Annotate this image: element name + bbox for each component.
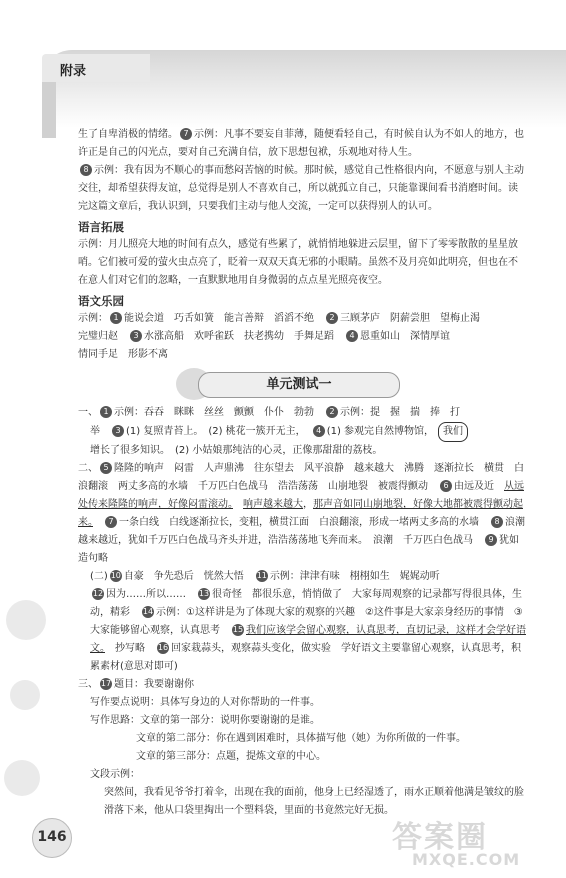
- answer-paragraph: 8 示例：我有因为不顺心的事而愁闷苦恼的时候。那时候，感觉自己性格很内向，不愿意与别人主动交往，却希望获得友谊，总觉得是别人不喜欢自己，所以就孤立自己，只能靠课间看书消磨时间。读完这篇文章后，我认识到，只要我们主动与他人交流，一定可以获得别人的认可。: [78, 165, 524, 212]
- answer-paragraph: 生了自卑消极的情绪。 7 示例：凡事不要妄自菲薄，随便看轻自己，有时候自认为不如人的地方，也许正是自己的闪光点，要对自己充满自信，放下思想包袱，乐观地对待人生。: [78, 129, 524, 158]
- item-number: 8: [491, 516, 503, 528]
- writing-note: 文段示例：: [90, 769, 140, 780]
- watermark-logo: 答案圈: [392, 820, 488, 855]
- item-number: 11: [256, 571, 267, 580]
- sample-paragraph: 突然间，我看见爷爷打着伞，出现在我的面前，他身上已经湿透了，雨水正顺着他满是皱纹的脸滑落下来，他从口袋里掏出一个塑料袋，里面的书竟然完好无损。: [104, 787, 524, 816]
- writing-note: 文章的第二部分：你在遇到困难时，具体描写他（她）为你所做的一件事。: [136, 733, 466, 744]
- writing-note: 写作要点说明：具体写身边的人对你帮助的一件事。: [90, 697, 320, 708]
- item-number: 2: [326, 406, 338, 418]
- item-number: 3: [130, 330, 142, 342]
- item-number: 14: [142, 607, 154, 616]
- item-number: 1: [110, 312, 122, 324]
- item-number: 5: [100, 462, 112, 474]
- item-number: 17: [100, 679, 112, 688]
- answer-paragraph: 情同手足 形影不离: [78, 349, 168, 360]
- item-number: 2: [326, 312, 338, 324]
- question-answer: 举 3 (1) 复照青苔上。 (2) 桃花一簇开无主， 4 (1) 参观完自然博物馆， 我们: [78, 422, 526, 442]
- page-number: 146: [37, 829, 67, 845]
- answer-paragraph: 示例：月儿照亮大地的时间有点久，感觉有些累了，就悄悄地躲进云层里，留下了零零散散的星星放哨。它们被可爱的萤火虫点亮了，眨着一双双天真无邪的小眼睛。虽然不及月亮如此明亮，但也在不在意人们对它们的忽略，一直默默地用自身微弱的点点星光照亮夜空。: [78, 239, 518, 286]
- answer-content: [78, 126, 529, 820]
- flower-decoration: [10, 680, 40, 710]
- item-number: 6: [440, 480, 452, 492]
- item-number: 7: [105, 516, 117, 528]
- section-heading: 语言拓展: [78, 220, 124, 234]
- item-number: 7: [180, 128, 192, 140]
- page-number-badge: [32, 818, 72, 858]
- flower-decoration: [4, 760, 40, 796]
- item-number: 13: [198, 589, 210, 598]
- writing-note: 写作思路：文章的第一部分：说明你要谢谢的是谁。: [90, 715, 320, 726]
- header-band-edge: [42, 78, 56, 138]
- flower-decoration: [6, 600, 46, 640]
- question-answer: 一、 1 示例：吞吞 眯眯 丝丝 颤颤 仆仆 勃勃 2 示例：提 握 揣 捧 打: [78, 407, 460, 418]
- item-number: 3: [112, 425, 124, 437]
- item-number: 8: [80, 164, 92, 176]
- header-tab: [42, 54, 150, 82]
- item-number: 16: [157, 643, 169, 652]
- question-answer: 12 因为……所以…… 13 很奇怪 都很乐意，悄悄做了 大家每周观察的记录都写得很具体，生动，精彩 14 示例：①这样讲是为了体现大家的观察的兴趣 ②这件事是大家亲身经历的事情 ③大家能够留心观察，认真思考 15 我们应该学会留心观察，认真思考，直切记录，这样才会学好语文。 抄写略 16 回家栽蒜头，观察蒜头变化，做实验 学好语文主要靠留心观察，认真思考，积累素材(意思对即可): [90, 589, 526, 672]
- section-heading: 语文乐园: [78, 294, 124, 308]
- unit-title-banner: [78, 368, 526, 402]
- answer-paragraph: 完璧归赵 3 水涨高船 欢呼雀跃 扶老携幼 手舞足蹈 4 恩重如山 深情厚谊: [78, 331, 450, 342]
- question-answer: 二、 5 隆隆的响声 闷雷 人声鼎沸 往东望去 风平浪静 越来越大 沸腾 逐渐拉长 横贯 白浪翻滚 两丈多高的水墙 千万匹白色战马 浩浩荡荡 山崩地裂 被震得颤动 6 由远及近 从远处传来隆隆的响声，好像闷雷滚动。 响声越来越大，那声音如同山崩地裂，好像大地都被震得颤动起来。 7 一条白线 白线逐渐拉长，变粗，横贯江面 白浪翻滚，形成一堵两丈多高的水墙 8 浪潮越来越近，犹如千万匹白色战马齐头并进，浩浩荡荡地飞奔而来。 浪潮 千万匹白色战马 9 犹如 造句略: [78, 463, 529, 564]
- item-number: 4: [346, 330, 358, 342]
- item-number: 1: [100, 406, 112, 418]
- item-number: 4: [313, 425, 325, 437]
- item-number: 9: [485, 534, 497, 546]
- item-number: 10: [110, 571, 121, 580]
- header-tab-label: 附录: [60, 64, 87, 79]
- unit-title: 单元测试一: [266, 377, 332, 392]
- item-number: 15: [232, 625, 244, 634]
- question-answer: 三、 17 题目：我要谢谢你: [78, 679, 194, 690]
- answer-paragraph: 示例： 1 能说会道 巧舌如簧 能言善辩 滔滔不绝 2 三顾茅庐 阴薪尝胆 望梅止渴: [78, 313, 480, 324]
- question-answer: (二) 10 自豪 争先恐后 恍然大悟 11 示例：津津有味 栩栩如生 娓娓动听: [90, 571, 440, 582]
- writing-note: 文章的第三部分：点题，提炼文章的中心。: [136, 751, 326, 762]
- item-number: 12: [92, 589, 104, 598]
- insert-bubble: 我们: [438, 422, 468, 442]
- question-answer: 增长了很多知识。 (2) 小姑娘那纯洁的心灵，正像那甜甜的荔枝。: [90, 445, 383, 456]
- watermark-site: MXQE.COM: [412, 850, 521, 869]
- unit-title-box: [198, 372, 400, 398]
